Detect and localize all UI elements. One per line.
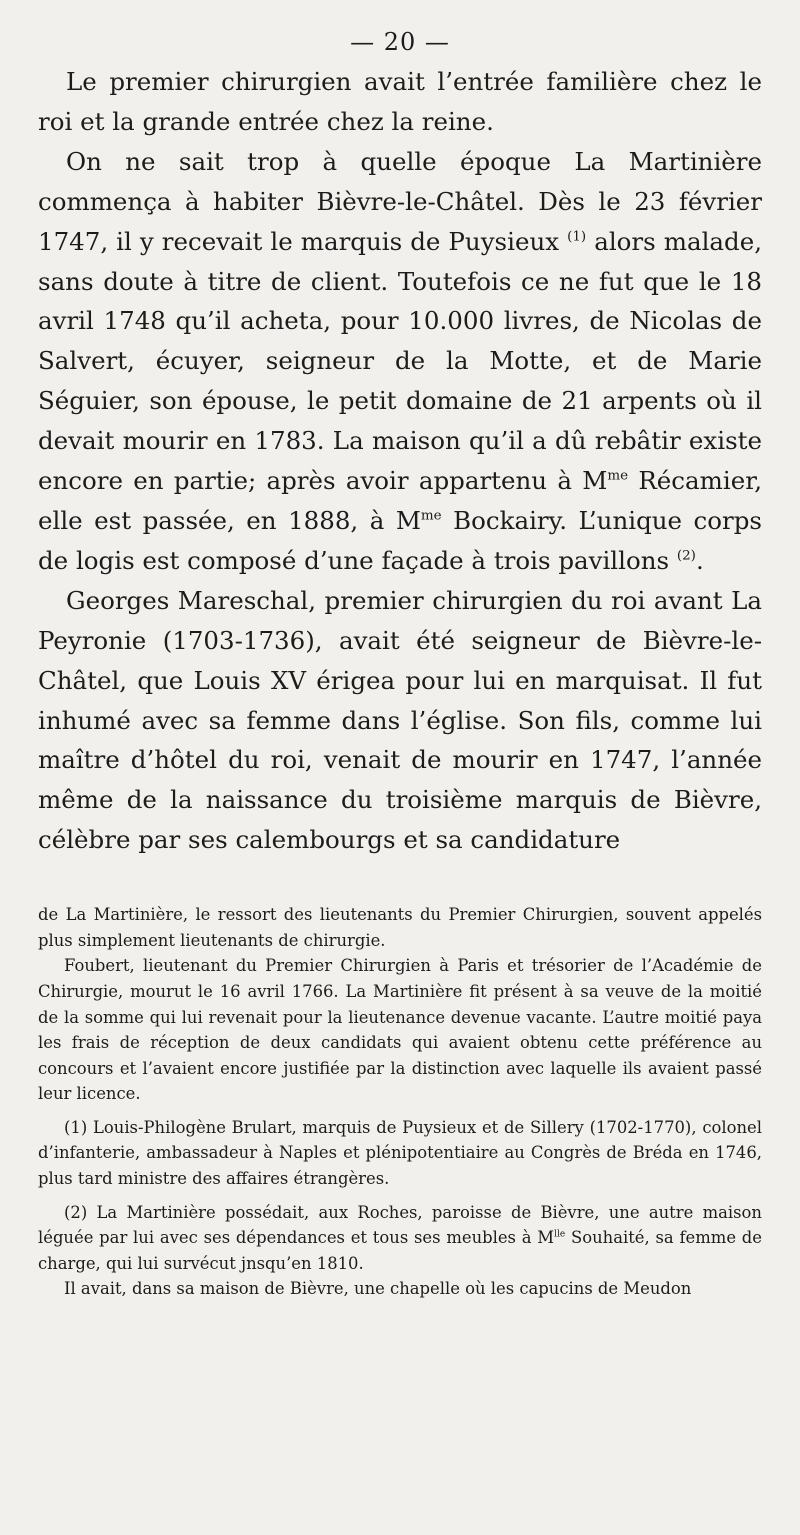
document-page	[38, 28, 762, 1302]
footnote-2: (2) La Martinière possédait, aux Roches, paroisse de Bièvre, une autre maison léguée par lui avec ses dépendances et tous ses meubles à $M^{lle}$ Souhaité, sa femme de charge, qui lui survécut jnsqu’en 1810.	[38, 1202, 762, 1273]
footnote-ref-1: (1)	[567, 228, 587, 245]
paragraph-martiniere-bievre: On ne sait trop à quelle époque La Martinière commença à habiter Bièvre-le-Châtel. Dès le 23 février 1747, il y recevait le marquis de Puysieux $^{(1)}$ alors malade, sans doute à titre de client. Toutefois ce ne fut que le 18 avril 1748 qu’il acheta, pour 10.000 livres, de Nicolas de Salvert, écuyer, seigneur de la Motte, et de Marie Séguier, son épouse, le petit domaine de 21 arpents où il devait mourir en 1783. La maison qu’il a dû rebâtir existe encore en partie; après avoir appartenu à $M^{me}$ Récamier, elle est passée, en 1888, à $M^{me}$ Bockairy. L’unique corps de logis est composé d’une façade à trois pavillons $^{(2)}$.	[38, 146, 763, 575]
footnote-foubert: Foubert, lieutenant du Premier Chirurgien à Paris et trésorier de l’Académie de Chirurgie, mourut le 16 avril 1766. La Martinière fit présent à sa veuve de la moitié de la somme qui lui revenait pour la lieutenance devenue vacante. L’autre moitié paya les frais de réception de deux candidats qui avaient obtenu cette préférence au concours et l’avaient encore justifiée par la distinction avec laquelle ils avaient passé leur licence.	[38, 956, 762, 1104]
footnotes	[38, 902, 762, 1302]
footnote-1: (1) Louis-Philogène Brulart, marquis de Puysieux et de Sillery (1702-1770), colonel d’infanterie, ambassadeur à Naples et plénipotentiaire au Congrès de Bréda en 1746, plus tard ministre des affaires étrangères.	[38, 1117, 762, 1189]
paragraph-surgeon-access: Le premier chirurgien avait l’entrée familière chez le roi et la grande entrée chez la reine.	[38, 67, 762, 136]
footnote-continuation: de La Martinière, le ressort des lieutenants du Premier Chirurgien, souvent appelés plus simplement lieutenants de chirurgie.	[38, 905, 762, 950]
paragraph-mareschal: Georges Mareschal, premier chirurgien du roi avant La Peyronie (1703-1736), avait été seigneur de Bièvre-le-Châtel, que Louis XV érigea pour lui en marquisat. Il fut inhumé avec sa femme dans l’église. Son fils, comme lui maître d’hôtel du roi, venait de mourir en 1747, l’année même de la naissance du troisième marquis de Bièvre, célèbre par ses calembourgs et sa candidature	[38, 585, 762, 855]
footnote-chapel: Il avait, dans sa maison de Bièvre, une chapelle où les capucins de Meudon	[64, 1279, 692, 1299]
page-number: — 20 —	[350, 28, 450, 56]
main-text	[38, 62, 762, 860]
footnote-ref-2: (2)	[676, 547, 696, 564]
